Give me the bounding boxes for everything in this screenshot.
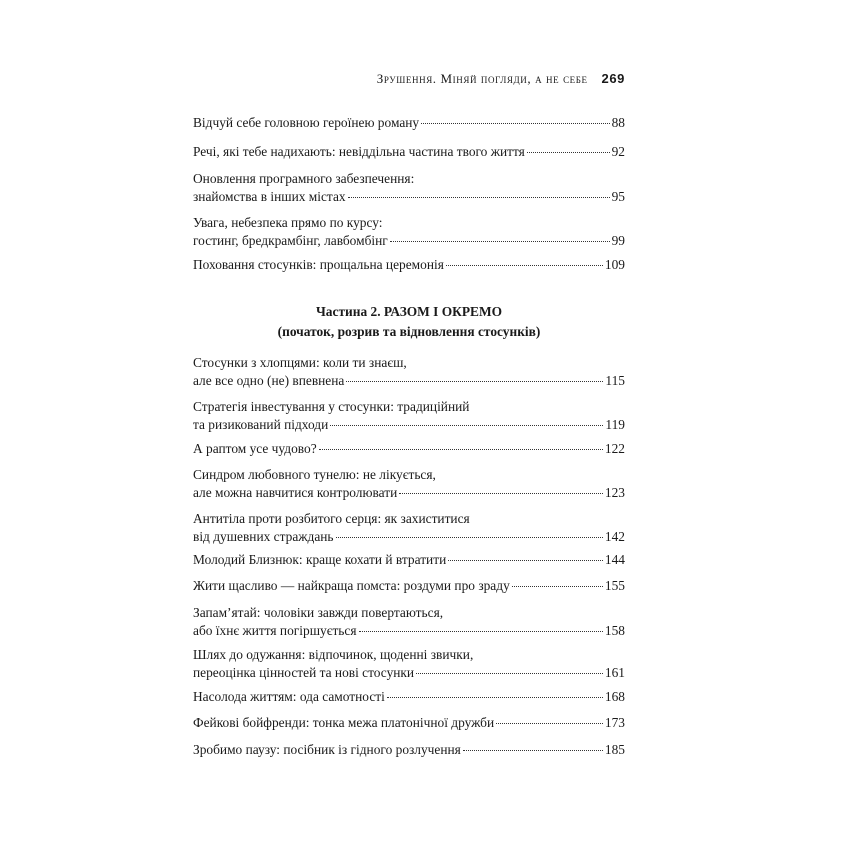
toc-entry	[193, 354, 625, 390]
toc-entry-title-line: Шлях до одужання: відпочинок, щоденні звички,	[193, 647, 474, 662]
toc-entry-title: Зробимо паузу: посібник із гідного розлучення	[193, 742, 461, 757]
toc-entry-line	[193, 646, 625, 664]
toc-entry-line	[193, 714, 625, 732]
toc-page-number: 92	[611, 144, 625, 159]
part2-heading	[193, 302, 625, 342]
toc-entry-title: переоцінка цінностей та нові стосунки	[193, 665, 415, 680]
toc-entry-line	[193, 354, 625, 372]
toc-entry-line	[193, 170, 625, 188]
toc-entry-line	[193, 214, 625, 232]
toc-entry	[193, 577, 625, 595]
toc-entry	[193, 170, 625, 206]
toc-entry	[193, 143, 625, 161]
dot-leader	[336, 537, 603, 538]
toc-page-number: 168	[604, 689, 625, 704]
dot-leader	[512, 586, 603, 587]
toc-entry	[193, 214, 625, 250]
toc-page-number: 115	[605, 373, 625, 388]
toc-entry-title: Жити щасливо — найкраща помста: роздуми про зраду	[193, 578, 510, 593]
dot-leader	[359, 631, 603, 632]
part2-subtitle: (початок, розрив та відновлення стосунків)	[277, 324, 541, 339]
toc-entry-title: А раптом усе чудово?	[193, 441, 317, 456]
toc-entry-title: знайомства в інших містах	[193, 189, 346, 204]
toc-entry	[193, 714, 625, 732]
toc-entry-line	[193, 466, 625, 484]
toc-entry	[193, 688, 625, 706]
toc-page-number: 95	[611, 189, 625, 204]
toc-entry-title: гостинг, бредкрамбінг, лавбомбінг	[193, 233, 388, 248]
toc-entry-line	[193, 551, 625, 569]
toc-entry-title: та ризикований підходи	[193, 417, 329, 432]
toc-page-number: 144	[604, 552, 625, 567]
dot-leader	[319, 449, 603, 450]
toc-entry	[193, 256, 625, 274]
toc-page-number: 109	[604, 257, 625, 272]
toc-entry-title: але можна навчитися контролювати	[193, 485, 398, 500]
toc-entry-line	[193, 114, 625, 132]
toc-page-number: 173	[604, 715, 625, 730]
dot-leader	[387, 697, 603, 698]
toc-entry	[193, 741, 625, 759]
toc-entry-title-line: Антитіла проти розбитого серця: як захиститися	[193, 511, 470, 526]
toc-page-number: 161	[604, 665, 625, 680]
toc-entry	[193, 604, 625, 640]
toc-entry	[193, 114, 625, 132]
toc-page-number: 99	[611, 233, 625, 248]
dot-leader	[446, 265, 603, 266]
toc-entry	[193, 646, 625, 682]
dot-leader	[348, 197, 610, 198]
dot-leader	[346, 381, 603, 382]
toc-entry-title-line: Запам’ятай: чоловіки завжди повертаються,	[193, 605, 444, 620]
toc-entry	[193, 398, 625, 434]
toc-entry	[193, 510, 625, 546]
toc-page-number: 155	[604, 578, 625, 593]
dot-leader	[421, 123, 609, 124]
dot-leader	[527, 152, 610, 153]
toc-entry-title: але все одно (не) впевнена	[193, 373, 345, 388]
toc-page-number: 88	[611, 115, 625, 130]
toc-entry-line	[193, 622, 625, 640]
toc-entry-title-line: Синдром любовного тунелю: не лікується,	[193, 467, 436, 482]
running-head-page-number: 269	[601, 71, 625, 86]
running-head	[193, 70, 625, 88]
running-head-title: Зрушення. Міняй погляди, а не себе	[376, 71, 588, 86]
toc-entry-line	[193, 688, 625, 706]
toc-entry-line	[193, 577, 625, 595]
part2-title: Частина 2. РАЗОМ І ОКРЕМО	[315, 304, 503, 319]
toc-entry-title: Фейкові бойфренди: тонка межа платонічної дружби	[193, 715, 495, 730]
toc-page-number: 185	[604, 742, 625, 757]
toc-entry-line	[193, 484, 625, 502]
toc-entry-line	[193, 510, 625, 528]
toc-page-number: 123	[604, 485, 625, 500]
toc-entry-title: Відчуй себе головною героїнею роману	[193, 115, 420, 130]
toc-entry	[193, 466, 625, 502]
dot-leader	[416, 673, 603, 674]
toc-entry	[193, 440, 625, 458]
toc-entry-line	[193, 664, 625, 682]
toc-entry-line	[193, 372, 625, 390]
toc-entry-title-line: Стратегія інвестування у стосунки: традиційний	[193, 399, 470, 414]
dot-leader	[463, 750, 603, 751]
dot-leader	[448, 560, 603, 561]
toc-entry-line	[193, 440, 625, 458]
dot-leader	[330, 425, 603, 426]
toc-entry-title: Поховання стосунків: прощальна церемонія	[193, 257, 444, 272]
toc-entry-line	[193, 188, 625, 206]
book-page	[193, 0, 625, 850]
toc-entry-line	[193, 143, 625, 161]
toc-entry-title: Речі, які тебе надихають: невіддільна частина твого життя	[193, 144, 525, 159]
toc-entry-title-line: Стосунки з хлопцями: коли ти знаєш,	[193, 355, 407, 370]
toc-entry-line	[193, 232, 625, 250]
toc-entry-title: Молодий Близнюк: краще кохати й втратити	[193, 552, 447, 567]
toc-entry-line	[193, 528, 625, 546]
toc-entry-line	[193, 416, 625, 434]
toc-entry-line	[193, 604, 625, 622]
toc-entry-title: або їхнє життя погіршується	[193, 623, 357, 638]
toc-entry-line	[193, 741, 625, 759]
toc-entry-line	[193, 256, 625, 274]
toc-entry-title: від душевних страждань	[193, 529, 334, 544]
toc-entry-title-line: Оновлення програмного забезпечення:	[193, 171, 415, 186]
toc-entry-title: Насолода життям: ода самотності	[193, 689, 385, 704]
toc-entry-title-line: Увага, небезпека прямо по курсу:	[193, 215, 383, 230]
toc-entry-line	[193, 398, 625, 416]
toc-page-number: 142	[604, 529, 625, 544]
dot-leader	[496, 723, 603, 724]
dot-leader	[390, 241, 610, 242]
toc-page-number: 158	[604, 623, 625, 638]
toc-page-number: 119	[605, 417, 625, 432]
dot-leader	[399, 493, 603, 494]
toc-page-number: 122	[604, 441, 625, 456]
toc-entry	[193, 551, 625, 569]
